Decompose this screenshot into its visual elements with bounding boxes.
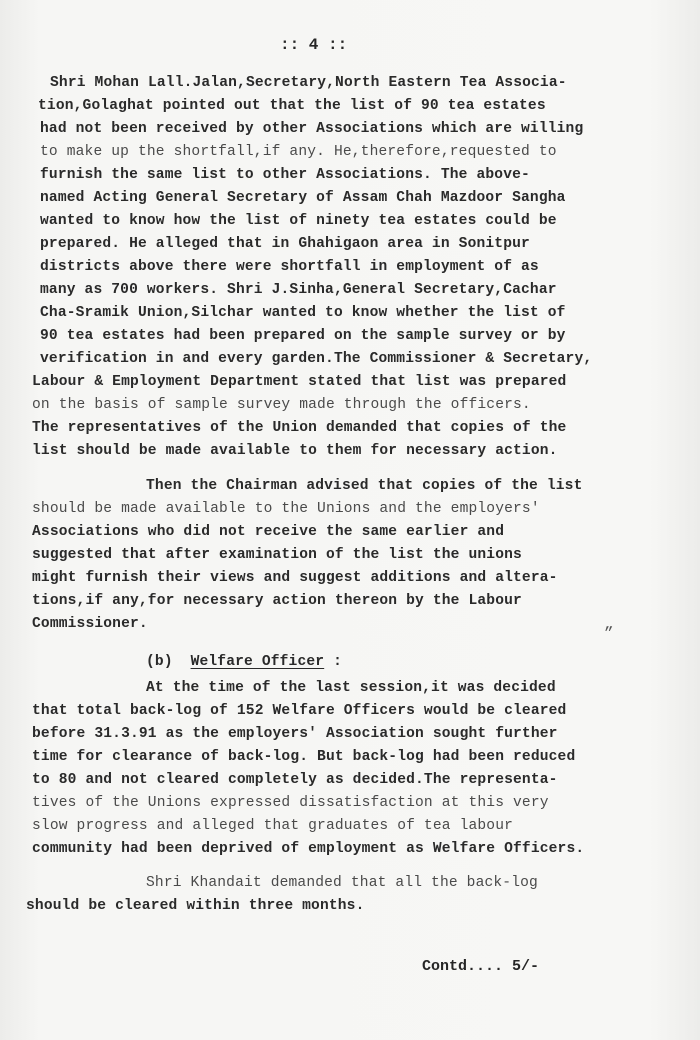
text-line: on the basis of sample survey made through the officers. xyxy=(32,397,531,413)
text-line: named Acting General Secretary of Assam Chah Mazdoor Sangha xyxy=(40,190,566,206)
text-line: suggested that after examination of the list the unions xyxy=(32,547,522,563)
text-line: list should be made available to them for necessary action. xyxy=(32,443,558,459)
text-line: Commissioner. xyxy=(32,616,148,632)
text-line: community had been deprived of employment as Welfare Officers. xyxy=(32,841,585,857)
continued-footer: Contd.... 5/- xyxy=(422,958,540,975)
text-line: to 80 and not cleared completely as decided.The representa- xyxy=(32,772,558,788)
text-line: might furnish their views and suggest additions and altera- xyxy=(32,570,558,586)
text-line: furnish the same list to other Associations. The above- xyxy=(40,167,530,183)
section-label: (b) xyxy=(146,654,173,670)
text-line: verification in and every garden.The Commissioner & Secretary, xyxy=(40,351,593,367)
text-line: tions,if any,for necessary action thereon by the Labour xyxy=(32,593,522,609)
section-colon: : xyxy=(333,654,343,670)
text-line: Associations who did not receive the same earlier and xyxy=(32,524,505,540)
page-number-header: :: 4 :: xyxy=(280,36,348,54)
text-line: tion,Golaghat pointed out that the list of 90 tea estates xyxy=(38,98,546,114)
text-line: At the time of the last session,it was decided xyxy=(146,680,556,696)
section-title: Welfare Officer xyxy=(190,654,325,670)
text-line: slow progress and alleged that graduates of tea labour xyxy=(32,818,514,834)
text-line: time for clearance of back-log. But back-log had been reduced xyxy=(32,749,576,765)
section-b-heading xyxy=(146,651,342,673)
text-line: tives of the Unions expressed dissatisfaction at this very xyxy=(32,795,549,811)
text-line: Cha-Sramik Union,Silchar wanted to know whether the list of xyxy=(40,305,566,321)
text-line: wanted to know how the list of ninety tea estates could be xyxy=(40,213,557,229)
text-line: to make up the shortfall,if any. He,therefore,requested to xyxy=(40,144,557,160)
text-line: that total back-log of 152 Welfare Officers would be cleared xyxy=(32,703,567,719)
stray-mark: „ xyxy=(604,615,614,633)
text-line: Labour & Employment Department stated that list was prepared xyxy=(32,374,567,390)
text-line: Shri Khandait demanded that all the back-log xyxy=(146,875,538,891)
text-line: 90 tea estates had been prepared on the sample survey or by xyxy=(40,328,566,344)
text-line: The representatives of the Union demanded that copies of the xyxy=(32,420,567,436)
text-line: prepared. He alleged that in Ghahigaon area in Sonitpur xyxy=(40,236,530,252)
text-line: Shri Mohan Lall.Jalan,Secretary,North Eastern Tea Associa- xyxy=(50,75,567,91)
text-line: before 31.3.91 as the employers' Association sought further xyxy=(32,726,558,742)
text-line: should be cleared within three months. xyxy=(26,898,365,914)
text-line: districts above there were shortfall in employment of as xyxy=(40,259,539,275)
text-line: should be made available to the Unions and the employers' xyxy=(32,501,540,517)
text-line: had not been received by other Associations which are willing xyxy=(40,121,584,137)
text-line: Then the Chairman advised that copies of the list xyxy=(146,478,583,494)
text-line: many as 700 workers. Shri J.Sinha,General Secretary,Cachar xyxy=(40,282,557,298)
